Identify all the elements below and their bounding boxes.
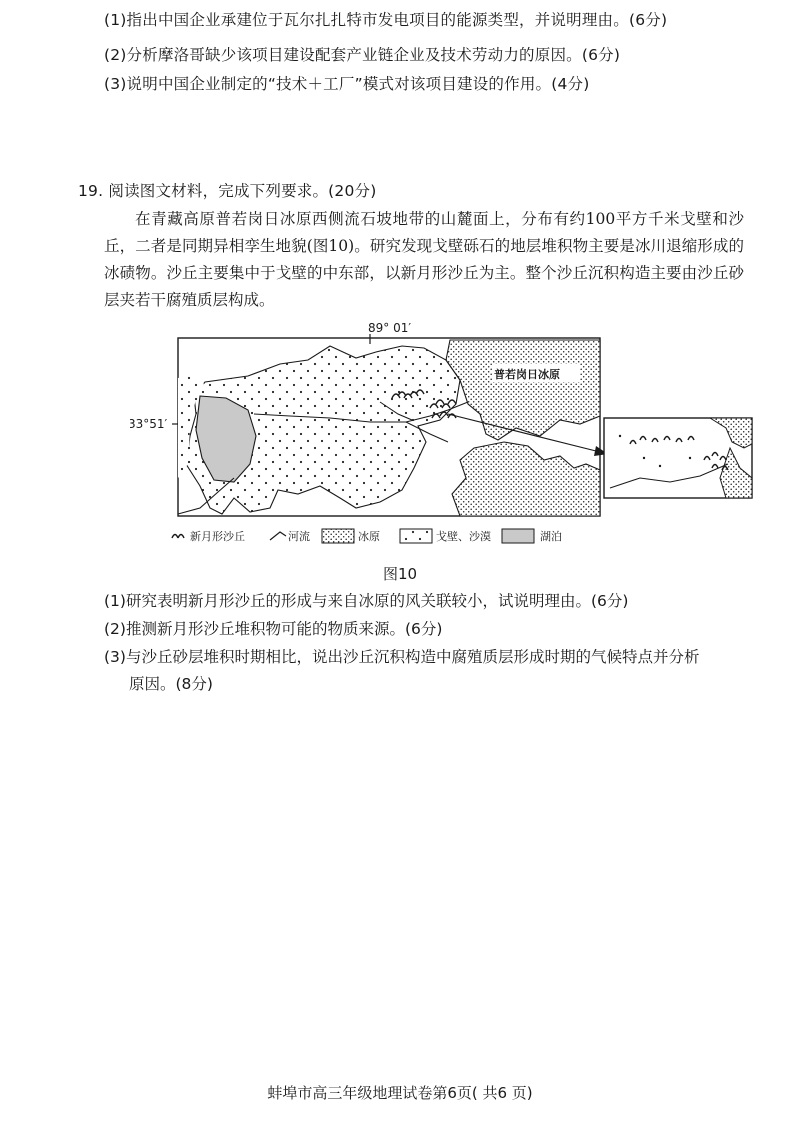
prev-question-3: (3)说明中国企业制定的“技术＋工厂”模式对该项目建设的作用。(4分) — [104, 75, 590, 93]
figure-10-map — [130, 318, 760, 558]
sub-question-2: (2)推测新月形沙丘堆积物可能的物质来源。(6分) — [104, 620, 443, 638]
legend-glacier: 冰原 — [358, 530, 380, 543]
longitude-label: 89° 01′ — [368, 321, 412, 335]
prev-question-1: (1)指出中国企业承建位于瓦尔扎扎特市发电项目的能源类型，并说明理由。(6分) — [104, 11, 668, 29]
latitude-label: 33°51′ — [130, 417, 168, 431]
legend-gobi: 戈壁、沙漠 — [436, 530, 491, 543]
glacier-label: 普若岗日冰原 — [494, 368, 560, 381]
sub-question-3-line1: (3)与沙丘砂层堆积时期相比，说出沙丘沉积构造中腐殖质层形成时期的气候特点并分析 — [104, 648, 700, 666]
question-19-material: 在青藏高原普若岗日冰原西侧流石坡地带的山麓面上，分布有约100平方千米戈壁和沙丘，二者是同期异相孪生地貌(图10)。研究发现戈壁砾石的地层堆积物主要是冰川退缩形成的冰碛物。沙丘主要集中于戈壁的中东部，以新月形沙丘为主。整个沙丘沉积构造主要由沙丘砂层夹若干腐殖质层构成。 — [104, 210, 744, 309]
sub-question-3-line2: 原因。(8分) — [129, 675, 213, 693]
legend-lake: 湖泊 — [540, 530, 562, 543]
prev-question-2: (2)分析摩洛哥缺少该项目建设配套产业链企业及技术劳动力的原因。(6分) — [104, 46, 621, 64]
figure-caption: 图10 — [382, 565, 418, 583]
legend-river: 河流 — [288, 530, 310, 543]
map-legend — [172, 529, 562, 543]
legend-dune: 新月形沙丘 — [190, 530, 245, 543]
page-footer: 蚌埠市高三年级地理试卷第6页( 共6 页) — [267, 1084, 533, 1102]
sub-question-1: (1)研究表明新月形沙丘的形成与来自冰原的风关联较小，试说明理由。(6分) — [104, 592, 629, 610]
question-19-heading: 19. 阅读图文材料，完成下列要求。(20分) — [78, 182, 377, 200]
